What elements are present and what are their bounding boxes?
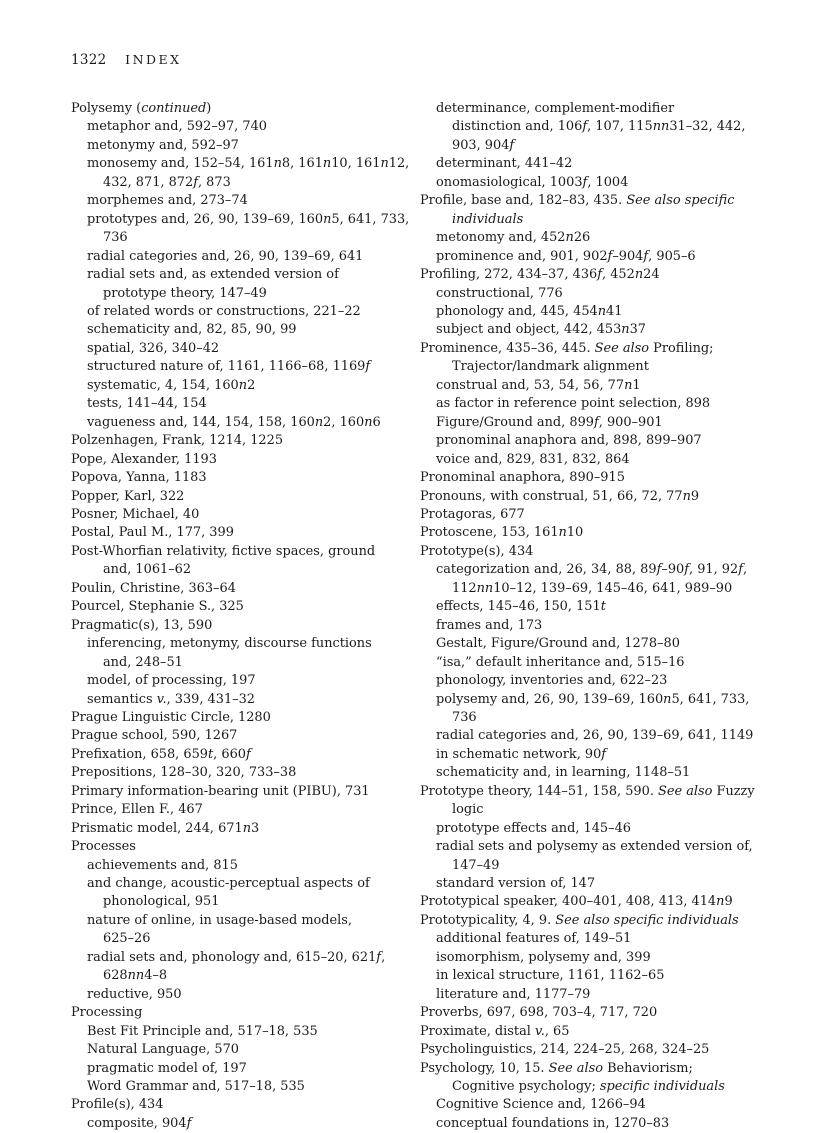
- index-subentry: systematic, 4, 154, 160n2: [87, 377, 256, 393]
- index-entry: Posner, Michael, 40: [71, 506, 200, 522]
- index-entry: Processes: [71, 839, 136, 855]
- index-entry: Prototype theory, 144–51, 158, 590. See also Fuzzy: [420, 783, 755, 799]
- index-subentry: 736: [452, 709, 477, 725]
- index-subentry: Cognitive psychology; specific individuals: [452, 1079, 725, 1095]
- index-subentry: Cognitive Science and, 1266–94: [436, 1097, 646, 1113]
- index-subentry: prototype effects and, 145–46: [436, 820, 631, 836]
- index-entry: Pronominal anaphora, 890–915: [420, 470, 625, 486]
- index-entry: Protagoras, 677: [420, 506, 525, 522]
- index-subentry: nature of online, in usage-based models,: [87, 912, 353, 928]
- index-subentry: frames and, 173: [436, 617, 543, 633]
- running-title: INDEX: [125, 52, 182, 67]
- index-subentry: radial sets and, phonology and, 615–20, 621f,: [87, 949, 386, 965]
- index-subentry: pragmatic model of, 197: [87, 1060, 247, 1076]
- index-subentry: Gestalt, Figure/Ground and, 1278–80: [436, 636, 680, 652]
- index-subentry: prominence and, 901, 902f–904f, 905–6: [436, 248, 696, 264]
- index-subentry: of related words or constructions, 221–22: [87, 303, 361, 319]
- index-entry: Prepositions, 128–30, 320, 733–38: [71, 765, 297, 781]
- index-entry: Pourcel, Stephanie S., 325: [71, 599, 244, 615]
- index-entry: Pronouns, with construal, 51, 66, 72, 77n9: [420, 488, 700, 504]
- index-subentry: spatial, 326, 340–42: [87, 340, 220, 356]
- page-number: 1322: [71, 52, 107, 68]
- index-entry: Prince, Ellen F., 467: [71, 802, 203, 818]
- index-subentry: isomorphism, polysemy and, 399: [436, 949, 651, 965]
- index-column-left: [71, 100, 410, 1133]
- index-subentry: onomasiological, 1003f, 1004: [436, 174, 629, 190]
- index-subentry: prototype theory, 147–49: [103, 285, 267, 301]
- index-column-right: [420, 100, 755, 1133]
- index-subentry: categorization and, 26, 34, 88, 89f–90f, 91, 92f,: [436, 562, 748, 578]
- index-entry: Profile(s), 434: [71, 1097, 164, 1113]
- index-subentry: metaphor and, 592–97, 740: [87, 119, 267, 135]
- index-subentry: effects, 145–46, 150, 151t: [436, 599, 606, 615]
- index-subentry: Word Grammar and, 517–18, 535: [87, 1079, 305, 1095]
- index-entry: Prefixation, 658, 659t, 660f: [71, 746, 251, 762]
- index-subentry: in schematic network, 90f: [436, 746, 607, 762]
- index-subentry: logic: [452, 802, 484, 818]
- index-entry: Prismatic model, 244, 671n3: [71, 820, 260, 836]
- index-subentry: schematicity and, 82, 85, 90, 99: [87, 322, 297, 338]
- index-subentry: 625–26: [103, 931, 151, 947]
- index-entry: Popper, Karl, 322: [71, 488, 185, 504]
- index-subentry: prototypes and, 26, 90, 139–69, 160n5, 641, 733,: [87, 211, 410, 227]
- index-subentry: achievements and, 815: [87, 857, 238, 873]
- index-entry: Prominence, 435–36, 445. See also Profiling;: [420, 340, 714, 356]
- index-subentry: voice and, 829, 831, 832, 864: [436, 451, 630, 467]
- index-subentry: additional features of, 149–51: [436, 931, 632, 947]
- index-subentry: Natural Language, 570: [87, 1042, 239, 1058]
- index-entry: Prague school, 590, 1267: [71, 728, 238, 744]
- index-subentry: 903, 904f: [452, 137, 515, 153]
- index-subentry: construal and, 53, 54, 56, 77n1: [436, 377, 641, 393]
- index-subentry: tests, 141–44, 154: [87, 396, 207, 412]
- running-header: [71, 52, 182, 68]
- index-entry: Polzenhagen, Frank, 1214, 1225: [71, 433, 284, 449]
- index-subentry: 432, 871, 872f, 873: [103, 174, 231, 190]
- index-subentry: constructional, 776: [436, 285, 563, 301]
- index-subentry: and change, acoustic-perceptual aspects of: [87, 876, 370, 892]
- index-subentry: model, of processing, 197: [87, 673, 256, 689]
- index-subentry: as factor in reference point selection, 898: [436, 396, 711, 412]
- index-subentry: “isa,” default inheritance and, 515–16: [436, 654, 685, 670]
- index-entry: Proverbs, 697, 698, 703–4, 717, 720: [420, 1005, 658, 1021]
- index-subentry: determinance, complement-modifier: [436, 101, 675, 116]
- index-entry: Proximate, distal v., 65: [420, 1023, 570, 1039]
- index-entry: Poulin, Christine, 363–64: [71, 580, 236, 596]
- index-entry: Prototypical speaker, 400–401, 408, 413, 414n9: [420, 894, 733, 910]
- index-subentry: inferencing, metonymy, discourse functions: [87, 636, 372, 652]
- index-entry: Post-Whorfian relativity, fictive spaces, ground: [71, 543, 376, 559]
- index-subentry: Figure/Ground and, 899f, 900–901: [436, 414, 663, 430]
- index-subentry: 147–49: [452, 857, 500, 873]
- index-subentry: and, 248–51: [103, 654, 183, 670]
- index-subentry: reductive, 950: [87, 986, 182, 1002]
- index-subentry: monosemy and, 152–54, 161n8, 161n10, 161n12,: [87, 156, 410, 172]
- index-subentry: polysemy and, 26, 90, 139–69, 160n5, 641, 733,: [436, 691, 750, 707]
- index-entry: Primary information-bearing unit (PIBU), 731: [71, 783, 370, 799]
- index-entry: Pragmatic(s), 13, 590: [71, 617, 213, 633]
- index-subentry: conceptual foundations in, 1270–83: [436, 1115, 670, 1131]
- index-subentry: structured nature of, 1161, 1166–68, 1169f: [87, 359, 371, 375]
- index-entry: Polysemy (continued): [71, 101, 212, 116]
- index-entry: Prototype(s), 434: [420, 543, 534, 559]
- index-entry: Prototypicality, 4, 9. See also specific individuals: [420, 912, 739, 928]
- index-subentry: Best Fit Principle and, 517–18, 535: [87, 1023, 318, 1039]
- index-subentry: morphemes and, 273–74: [87, 193, 248, 209]
- index-subentry: metonomy and, 452n26: [436, 230, 591, 246]
- index-entry: Postal, Paul M., 177, 399: [71, 525, 234, 541]
- index-subentry: radial sets and polysemy as extended version of,: [436, 839, 753, 855]
- index-entry: Psycholinguistics, 214, 224–25, 268, 324–25: [420, 1042, 710, 1058]
- index-subentry: phonological, 951: [103, 894, 220, 910]
- index-subentry: composite, 904f: [87, 1115, 192, 1131]
- index-entry: Processing: [71, 1005, 143, 1021]
- index-subentry: subject and object, 442, 453n37: [436, 322, 646, 338]
- index-entry: Profile, base and, 182–83, 435. See also specific: [420, 193, 735, 209]
- index-subentry: vagueness and, 144, 154, 158, 160n2, 160n6: [87, 414, 381, 430]
- index-subentry: radial categories and, 26, 90, 139–69, 641: [87, 248, 364, 264]
- index-subentry: Trajector/landmark alignment: [452, 359, 649, 375]
- index-entry: Prague Linguistic Circle, 1280: [71, 709, 271, 725]
- index-subentry: phonology and, 445, 454n41: [436, 303, 623, 319]
- index-subentry: literature and, 1177–79: [436, 986, 591, 1002]
- index-subentry: in lexical structure, 1161, 1162–65: [436, 968, 665, 984]
- index-subentry: determinant, 441–42: [436, 156, 573, 172]
- index-subentry: metonymy and, 592–97: [87, 137, 239, 153]
- index-subentry: schematicity and, in learning, 1148–51: [436, 765, 691, 781]
- index-subentry: radial sets and, as extended version of: [87, 267, 339, 283]
- index-subentry: distinction and, 106f, 107, 115nn31–32, 442,: [452, 119, 746, 135]
- index-subentry: 112nn10–12, 139–69, 145–46, 641, 989–90: [452, 580, 733, 596]
- index-entry: Profiling, 272, 434–37, 436f, 452n24: [420, 267, 660, 283]
- index-subentry: semantics v., 339, 431–32: [87, 691, 256, 707]
- index-subentry: phonology, inventories and, 622–23: [436, 673, 668, 689]
- index-subentry: standard version of, 147: [436, 876, 596, 892]
- index-subentry: individuals: [452, 211, 524, 227]
- index-entry: Protoscene, 153, 161n10: [420, 525, 584, 541]
- index-entry: Psychology, 10, 15. See also Behaviorism;: [420, 1060, 693, 1076]
- index-entry: Pope, Alexander, 1193: [71, 451, 217, 467]
- index-subentry: pronominal anaphora and, 898, 899–907: [436, 433, 702, 449]
- index-subentry: 628nn4–8: [103, 968, 168, 984]
- index-entry: Popova, Yanna, 1183: [71, 470, 207, 486]
- index-subentry: and, 1061–62: [103, 562, 192, 578]
- index-subentry: radial categories and, 26, 90, 139–69, 641, 1149: [436, 728, 754, 744]
- index-subentry: 736: [103, 230, 128, 246]
